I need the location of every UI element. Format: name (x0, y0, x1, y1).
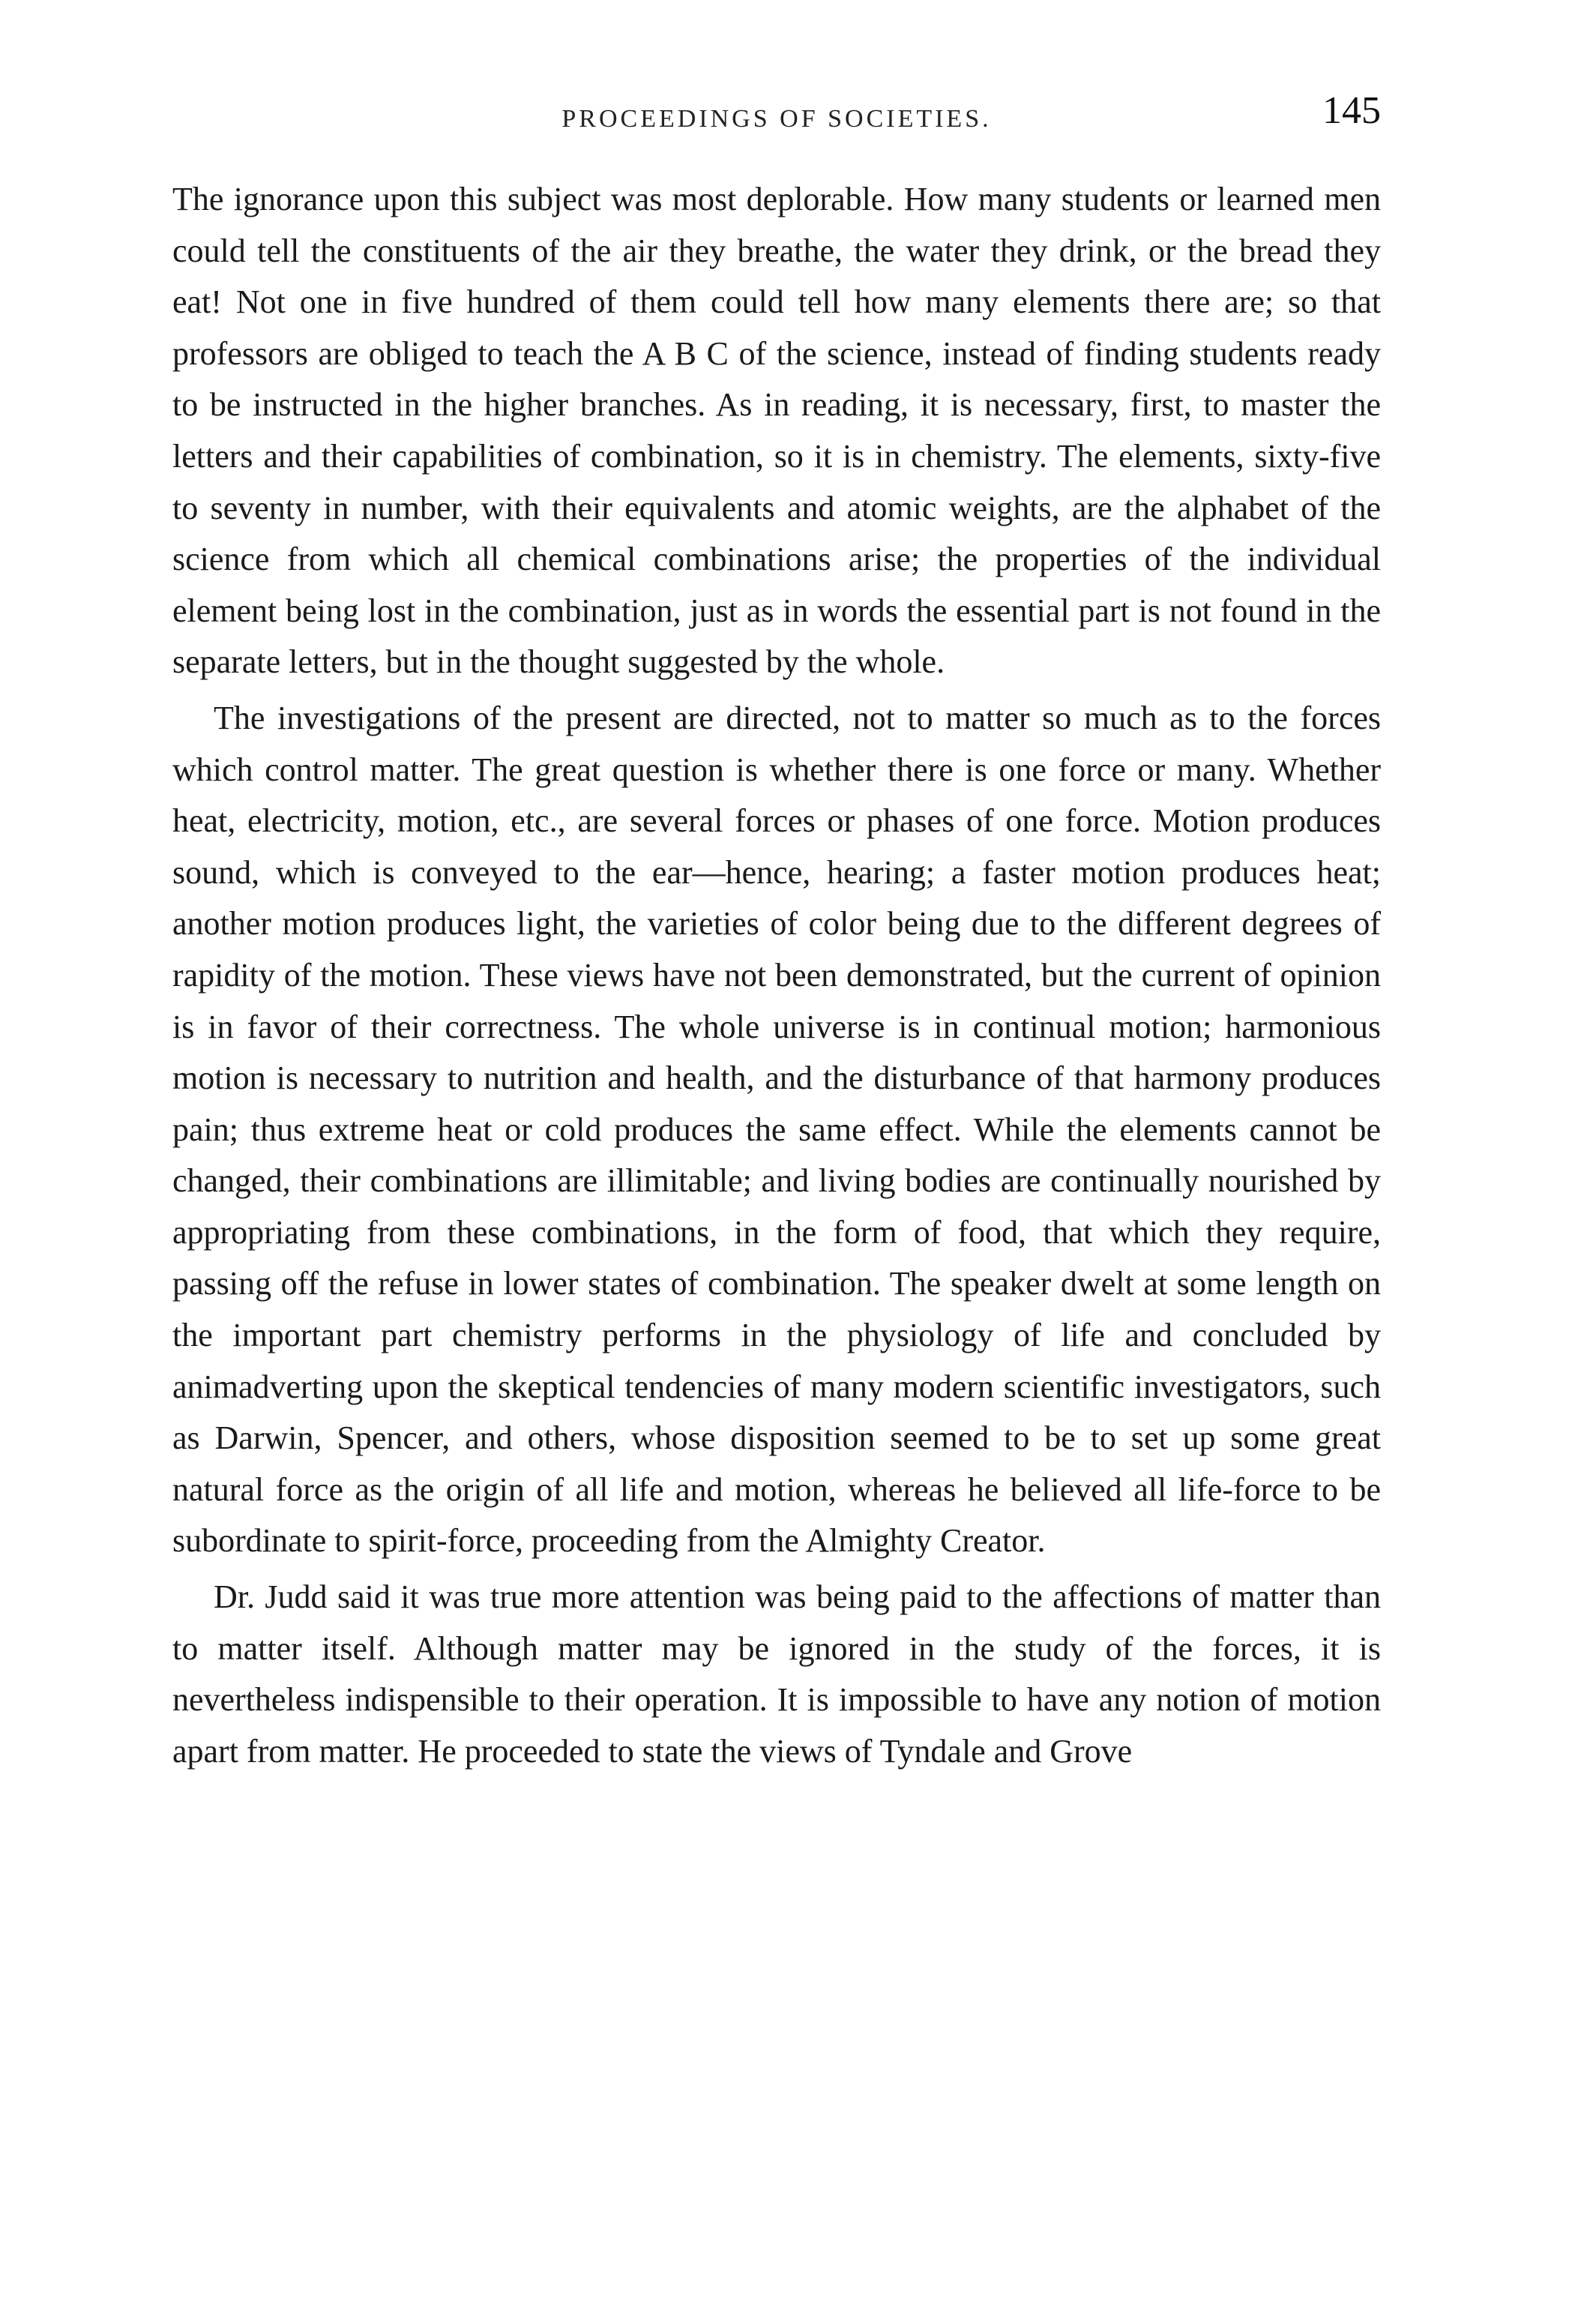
running-title: PROCEEDINGS OF SOCIETIES. (561, 105, 992, 133)
running-head (172, 88, 1381, 148)
page-number: 145 (1322, 89, 1381, 132)
body-text (172, 174, 1381, 1777)
paragraph-ignorance: The ignorance upon this subject was most deplorable. How many students or learned men could tell the constituents of the air they breathe, the water they drink, or the bread they eat! Not one in five hundred of them could tell how many elements there are; so that professors are obliged to teach the A B C of the science, instead of finding students ready to be instructed in the higher branches. As in reading, it is necessary, first, to master the letters and their capabilities of combination, so it is in chemistry. The elements, sixty-five to seventy in number, with their equivalents and atomic weights, are the alphabet of the science from which all chemical combinations arise; the properties of the individual element being lost in the combination, just as in words the essential part is not found in the separate letters, but in the thought suggested by the whole. (172, 181, 1381, 681)
paragraph-dr-judd: Dr. Judd said it was true more attention was being paid to the affections of matter than to matter itself. Although matter may be ignored in the study of the forces, it is nevertheless indispensible to their operation. It is impossible to have any notion of motion apart from matter. He proceeded to state the views of Tyndale and Grove (172, 1578, 1381, 1770)
paragraph-investigations: The investigations of the present are directed, not to matter so much as to the forces which control matter. The great question is whether there is one force or many. Whether heat, electricity, motion, etc., are several forces or phases of one force. Motion produces sound, which is conveyed to the ear—hence, hearing; a faster motion produces heat; another motion produces light, the varieties of color being due to the different degrees of rapidity of the motion. These views have not been demonstrated, but the current of opinion is in favor of their correctness. The whole universe is in continual motion; harmonious motion is necessary to nutrition and health, and the disturbance of that harmony produces pain; thus extreme heat or cold produces the same effect. While the elements cannot be changed, their combinations are illimitable; and living bodies are continually nourished by appropriating from these combinations, in the form of food, that which they require, passing off the refuse in lower states of combination. The speaker dwelt at some length on the important part chemistry performs in the physiology of life and concluded by animadverting upon the skeptical tendencies of many modern scientific investigators, such as Darwin, Spencer, and others, whose disposition seemed to be to set up some great natural force as the origin of all life and motion, whereas he believed all life-force to be subordinate to spirit-force, proceeding from the Almighty Creator. (172, 699, 1381, 1560)
